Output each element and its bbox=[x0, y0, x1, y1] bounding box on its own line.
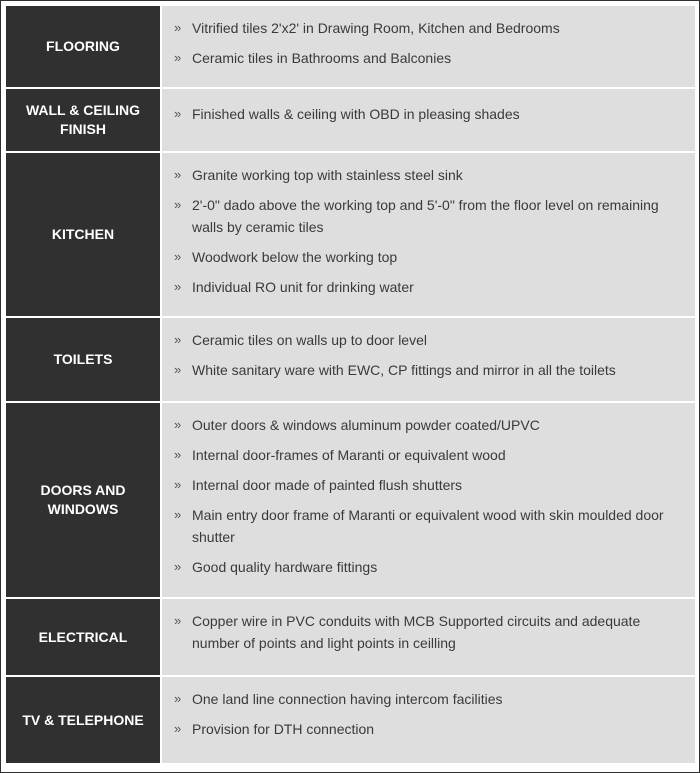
spec-row-electrical bbox=[6, 599, 695, 675]
spec-item-list bbox=[162, 318, 695, 401]
chevron-right-icon: » bbox=[174, 106, 182, 121]
category-label: KITCHEN bbox=[6, 153, 160, 316]
spec-item-text: Copper wire in PVC conduits with MCB Supported circuits and adequate number of points and light points in ceilling bbox=[192, 613, 641, 651]
chevron-right-icon: » bbox=[174, 20, 182, 35]
spec-item-list bbox=[162, 153, 695, 316]
spec-item-list bbox=[162, 403, 695, 597]
chevron-right-icon: » bbox=[174, 447, 182, 462]
chevron-right-icon: » bbox=[174, 279, 182, 294]
spec-item bbox=[174, 718, 683, 740]
chevron-right-icon: » bbox=[174, 691, 182, 706]
spec-item bbox=[174, 556, 683, 578]
spec-item-text: White sanitary ware with EWC, CP fittings and mirror in all the toilets bbox=[192, 362, 616, 378]
spec-item bbox=[174, 444, 683, 466]
spec-row-doors-windows bbox=[6, 403, 695, 597]
spec-item bbox=[174, 276, 683, 298]
spec-row-flooring bbox=[6, 6, 695, 87]
spec-item bbox=[174, 414, 683, 436]
category-label: TOILETS bbox=[6, 318, 160, 401]
spec-item bbox=[174, 103, 683, 125]
chevron-right-icon: » bbox=[174, 362, 182, 377]
spec-item-text: Granite working top with stainless steel sink bbox=[192, 167, 463, 183]
chevron-right-icon: » bbox=[174, 613, 182, 628]
specifications-table bbox=[6, 6, 695, 763]
spec-item bbox=[174, 610, 683, 654]
spec-row-wall-ceiling-finish bbox=[6, 89, 695, 151]
spec-item bbox=[174, 164, 683, 186]
spec-item-text: 2'-0" dado above the working top and 5'-0" from the floor level on remaining walls by ceramic tiles bbox=[192, 197, 659, 235]
chevron-right-icon: » bbox=[174, 721, 182, 736]
spec-item bbox=[174, 504, 683, 548]
spec-item-list bbox=[162, 6, 695, 87]
spec-item-text: Main entry door frame of Maranti or equivalent wood with skin moulded door shutter bbox=[192, 507, 664, 545]
spec-row-tv-telephone bbox=[6, 677, 695, 763]
chevron-right-icon: » bbox=[174, 417, 182, 432]
spec-item-text: One land line connection having intercom facilities bbox=[192, 691, 503, 707]
spec-item-list bbox=[162, 677, 695, 763]
spec-item-text: Internal door-frames of Maranti or equivalent wood bbox=[192, 447, 506, 463]
spec-item-text: Individual RO unit for drinking water bbox=[192, 279, 414, 295]
chevron-right-icon: » bbox=[174, 559, 182, 574]
spec-item bbox=[174, 329, 683, 351]
chevron-right-icon: » bbox=[174, 332, 182, 347]
spec-item bbox=[174, 17, 683, 39]
spec-item-text: Finished walls & ceiling with OBD in pleasing shades bbox=[192, 106, 520, 122]
spec-item bbox=[174, 246, 683, 268]
category-label: DOORS AND WINDOWS bbox=[6, 403, 160, 597]
spec-item bbox=[174, 47, 683, 69]
category-label: WALL & CEILING FINISH bbox=[6, 89, 160, 151]
spec-item-list bbox=[162, 89, 695, 151]
spec-item-text: Ceramic tiles on walls up to door level bbox=[192, 332, 427, 348]
spec-item-text: Ceramic tiles in Bathrooms and Balconies bbox=[192, 50, 452, 66]
spec-item-text: Internal door made of painted flush shutters bbox=[192, 477, 463, 493]
category-label: ELECTRICAL bbox=[6, 599, 160, 675]
spec-row-kitchen bbox=[6, 153, 695, 316]
spec-item-text: Provision for DTH connection bbox=[192, 721, 375, 737]
spec-item-list bbox=[162, 599, 695, 675]
spec-item-text: Woodwork below the working top bbox=[192, 249, 398, 265]
chevron-right-icon: » bbox=[174, 249, 182, 264]
category-label: FLOORING bbox=[6, 6, 160, 87]
spec-item bbox=[174, 474, 683, 496]
spec-item-text: Outer doors & windows aluminum powder coated/UPVC bbox=[192, 417, 540, 433]
spec-item-text: Vitrified tiles 2'x2' in Drawing Room, Kitchen and Bedrooms bbox=[192, 20, 560, 36]
chevron-right-icon: » bbox=[174, 167, 182, 182]
spec-item bbox=[174, 359, 683, 381]
spec-item bbox=[174, 688, 683, 710]
spec-item-text: Good quality hardware fittings bbox=[192, 559, 378, 575]
spec-item bbox=[174, 194, 683, 238]
chevron-right-icon: » bbox=[174, 197, 182, 212]
chevron-right-icon: » bbox=[174, 477, 182, 492]
chevron-right-icon: » bbox=[174, 50, 182, 65]
spec-row-toilets bbox=[6, 318, 695, 401]
chevron-right-icon: » bbox=[174, 507, 182, 522]
category-label: TV & TELEPHONE bbox=[6, 677, 160, 763]
